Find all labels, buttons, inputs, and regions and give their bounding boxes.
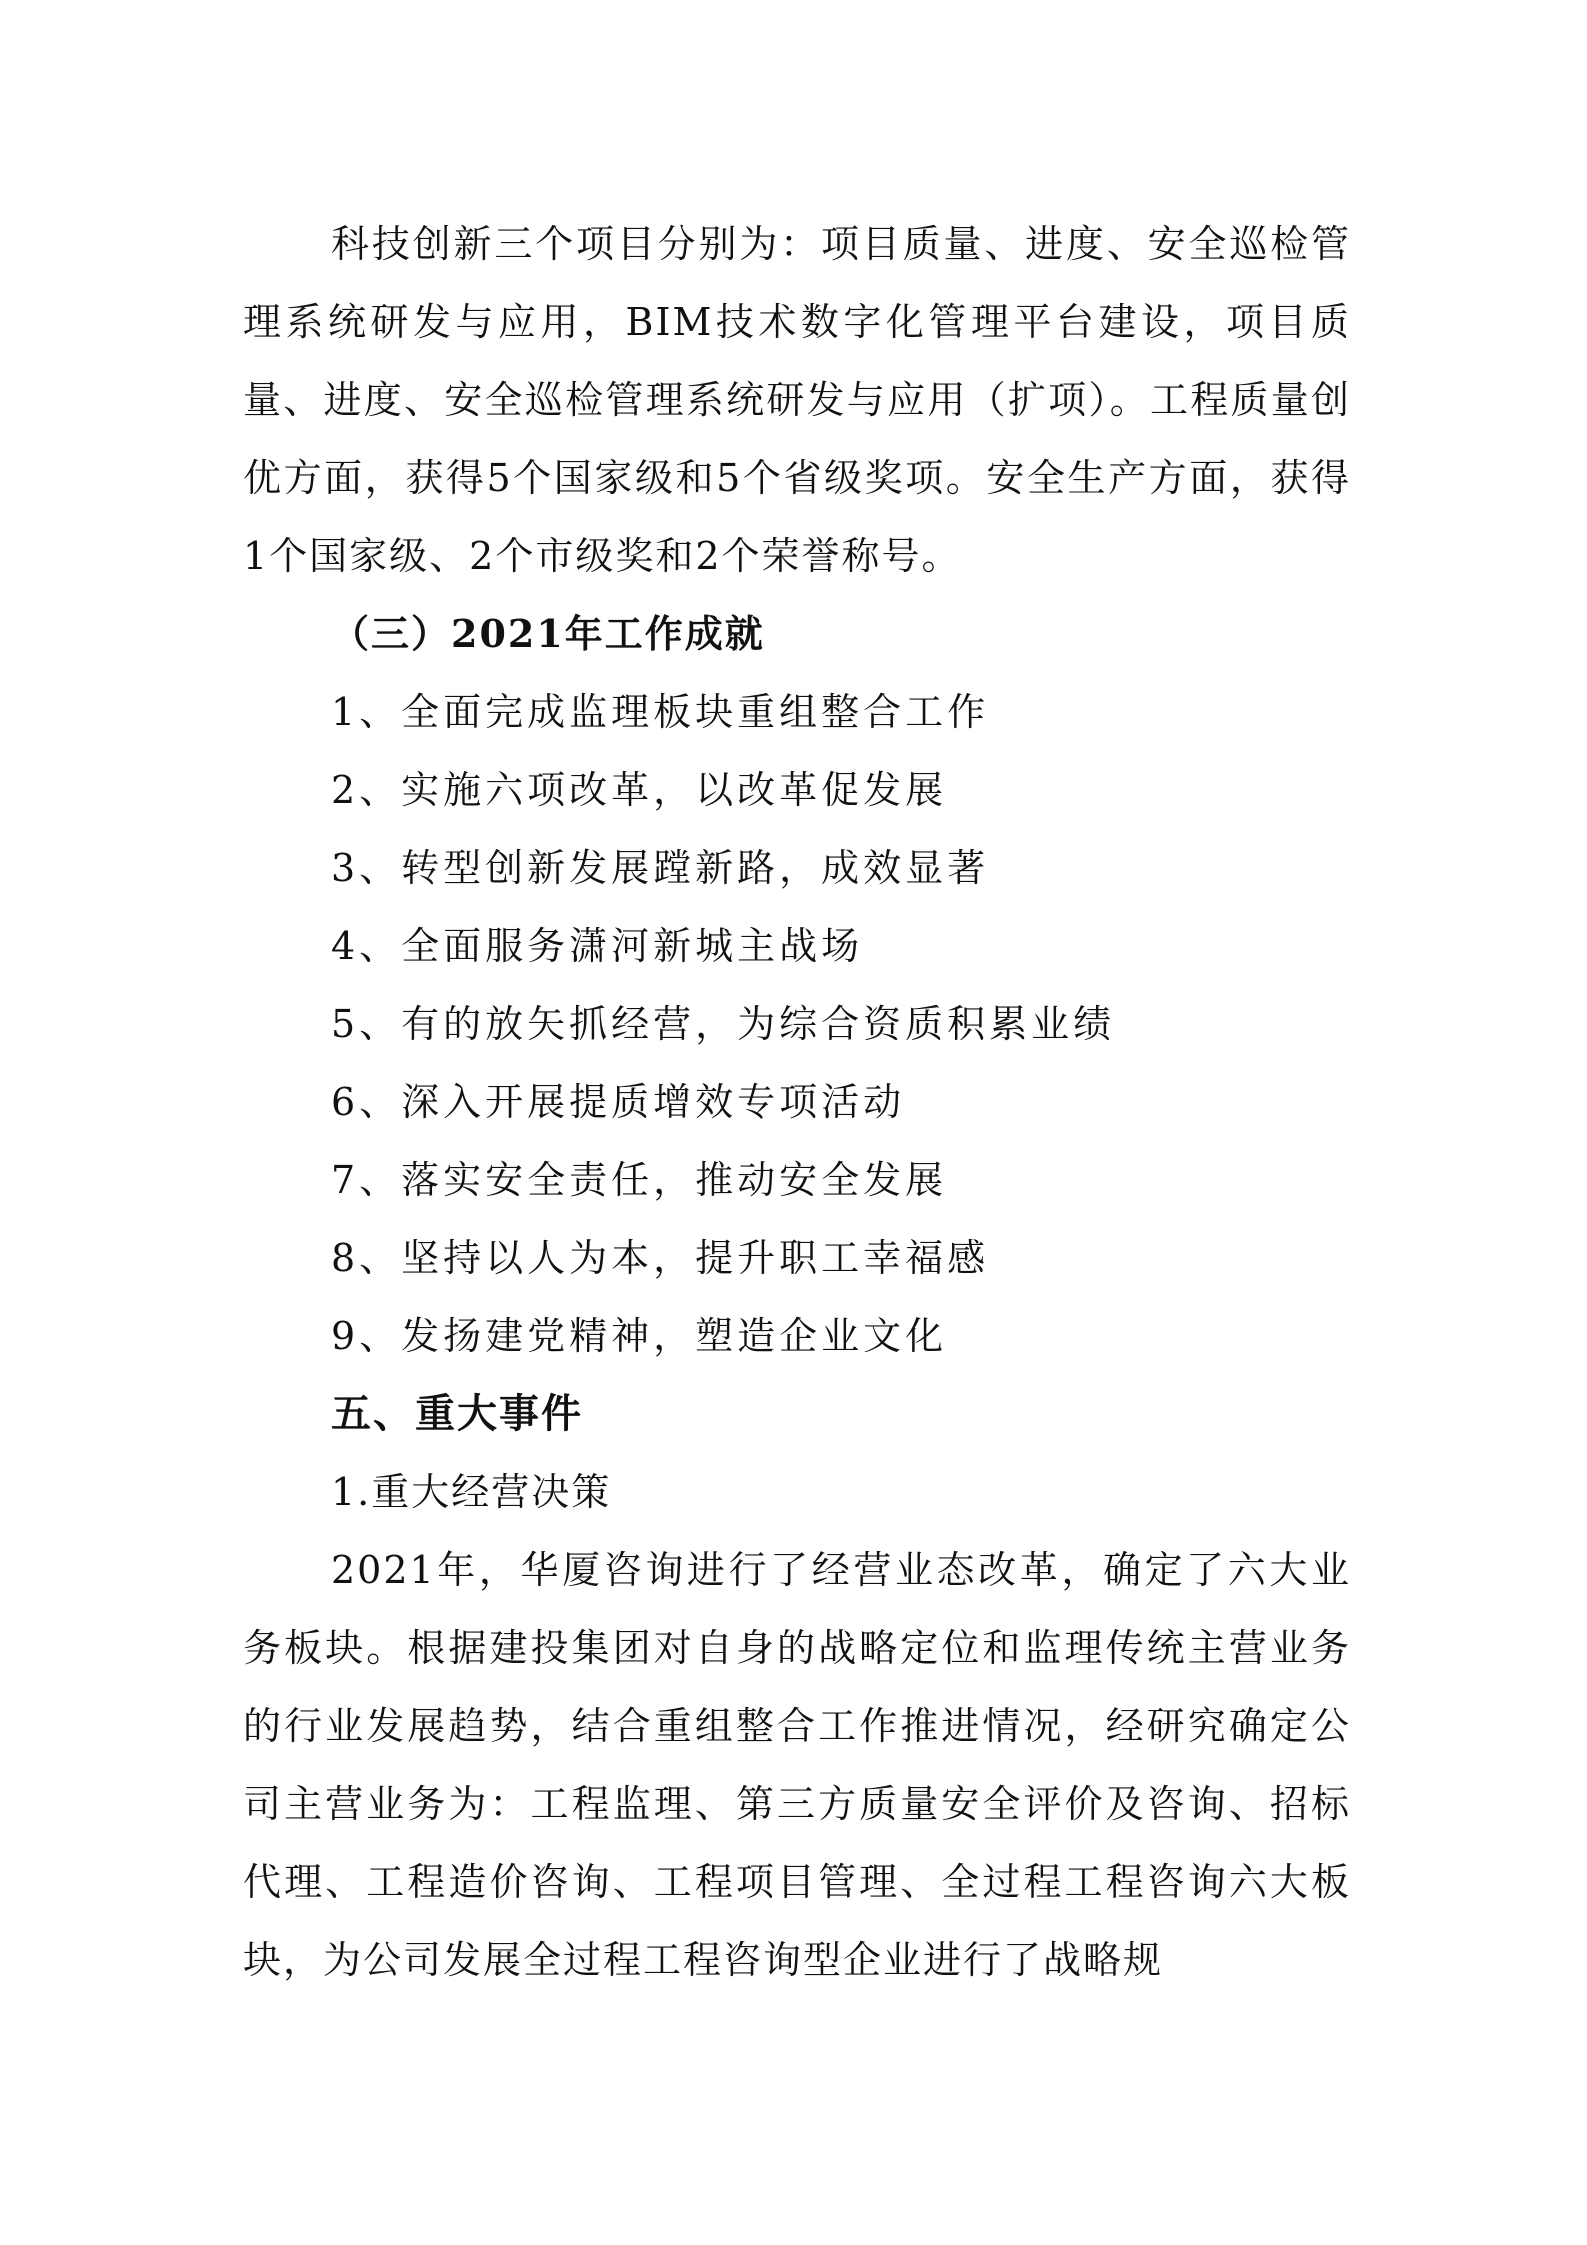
list-item: 8、坚持以人为本，提升职工幸福感 <box>331 1236 990 1280</box>
document-body <box>243 205 1351 1999</box>
intro-paragraph: 科技创新三个项目分别为：项目质量、进度、安全巡检管理系统研发与应用，BIM技术数字化管理平台建设，项目质量、进度、安全巡检管理系统研发与应用（扩项）。工程质量创优方面，获得5个国家级和5个省级奖项。安全生产方面，获得1个国家级、2个市级奖和2个荣誉称号。 <box>243 222 1351 578</box>
list-item: 7、落实安全责任，推动安全发展 <box>331 1158 948 1202</box>
achievements-list <box>243 673 1351 1375</box>
list-item: 1、全面完成监理板块重组整合工作 <box>331 690 990 734</box>
list-item: 5、有的放矢抓经营，为综合资质积累业绩 <box>331 1002 1116 1046</box>
section-title: 五、重大事件 <box>331 1390 583 1437</box>
subsection-title: 1.重大经营决策 <box>331 1470 612 1514</box>
list-item: 2、实施六项改革，以改革促发展 <box>331 768 948 812</box>
list-item: 3、转型创新发展蹚新路，成效显著 <box>331 846 990 890</box>
list-item: 9、发扬建党精神，塑造企业文化 <box>331 1314 948 1358</box>
list-item: 4、全面服务潇河新城主战场 <box>331 924 864 968</box>
achievements-heading: （三）2021年工作成就 <box>331 611 765 656</box>
decision-paragraph: 2021年，华厦咨询进行了经营业态改革，确定了六大业务板块。根据建投集团对自身的战略定位和监理传统主营业务的行业发展趋势，结合重组整合工作推进情况，经研究确定公司主营业务为：工程监理、第三方质量安全评价及咨询、招标代理、工程造价咨询、工程项目管理、全过程工程咨询六大板块，为公司发展全过程工程咨询型企业进行了战略规 <box>243 1548 1351 1982</box>
list-item: 6、深入开展提质增效专项活动 <box>331 1080 906 1124</box>
